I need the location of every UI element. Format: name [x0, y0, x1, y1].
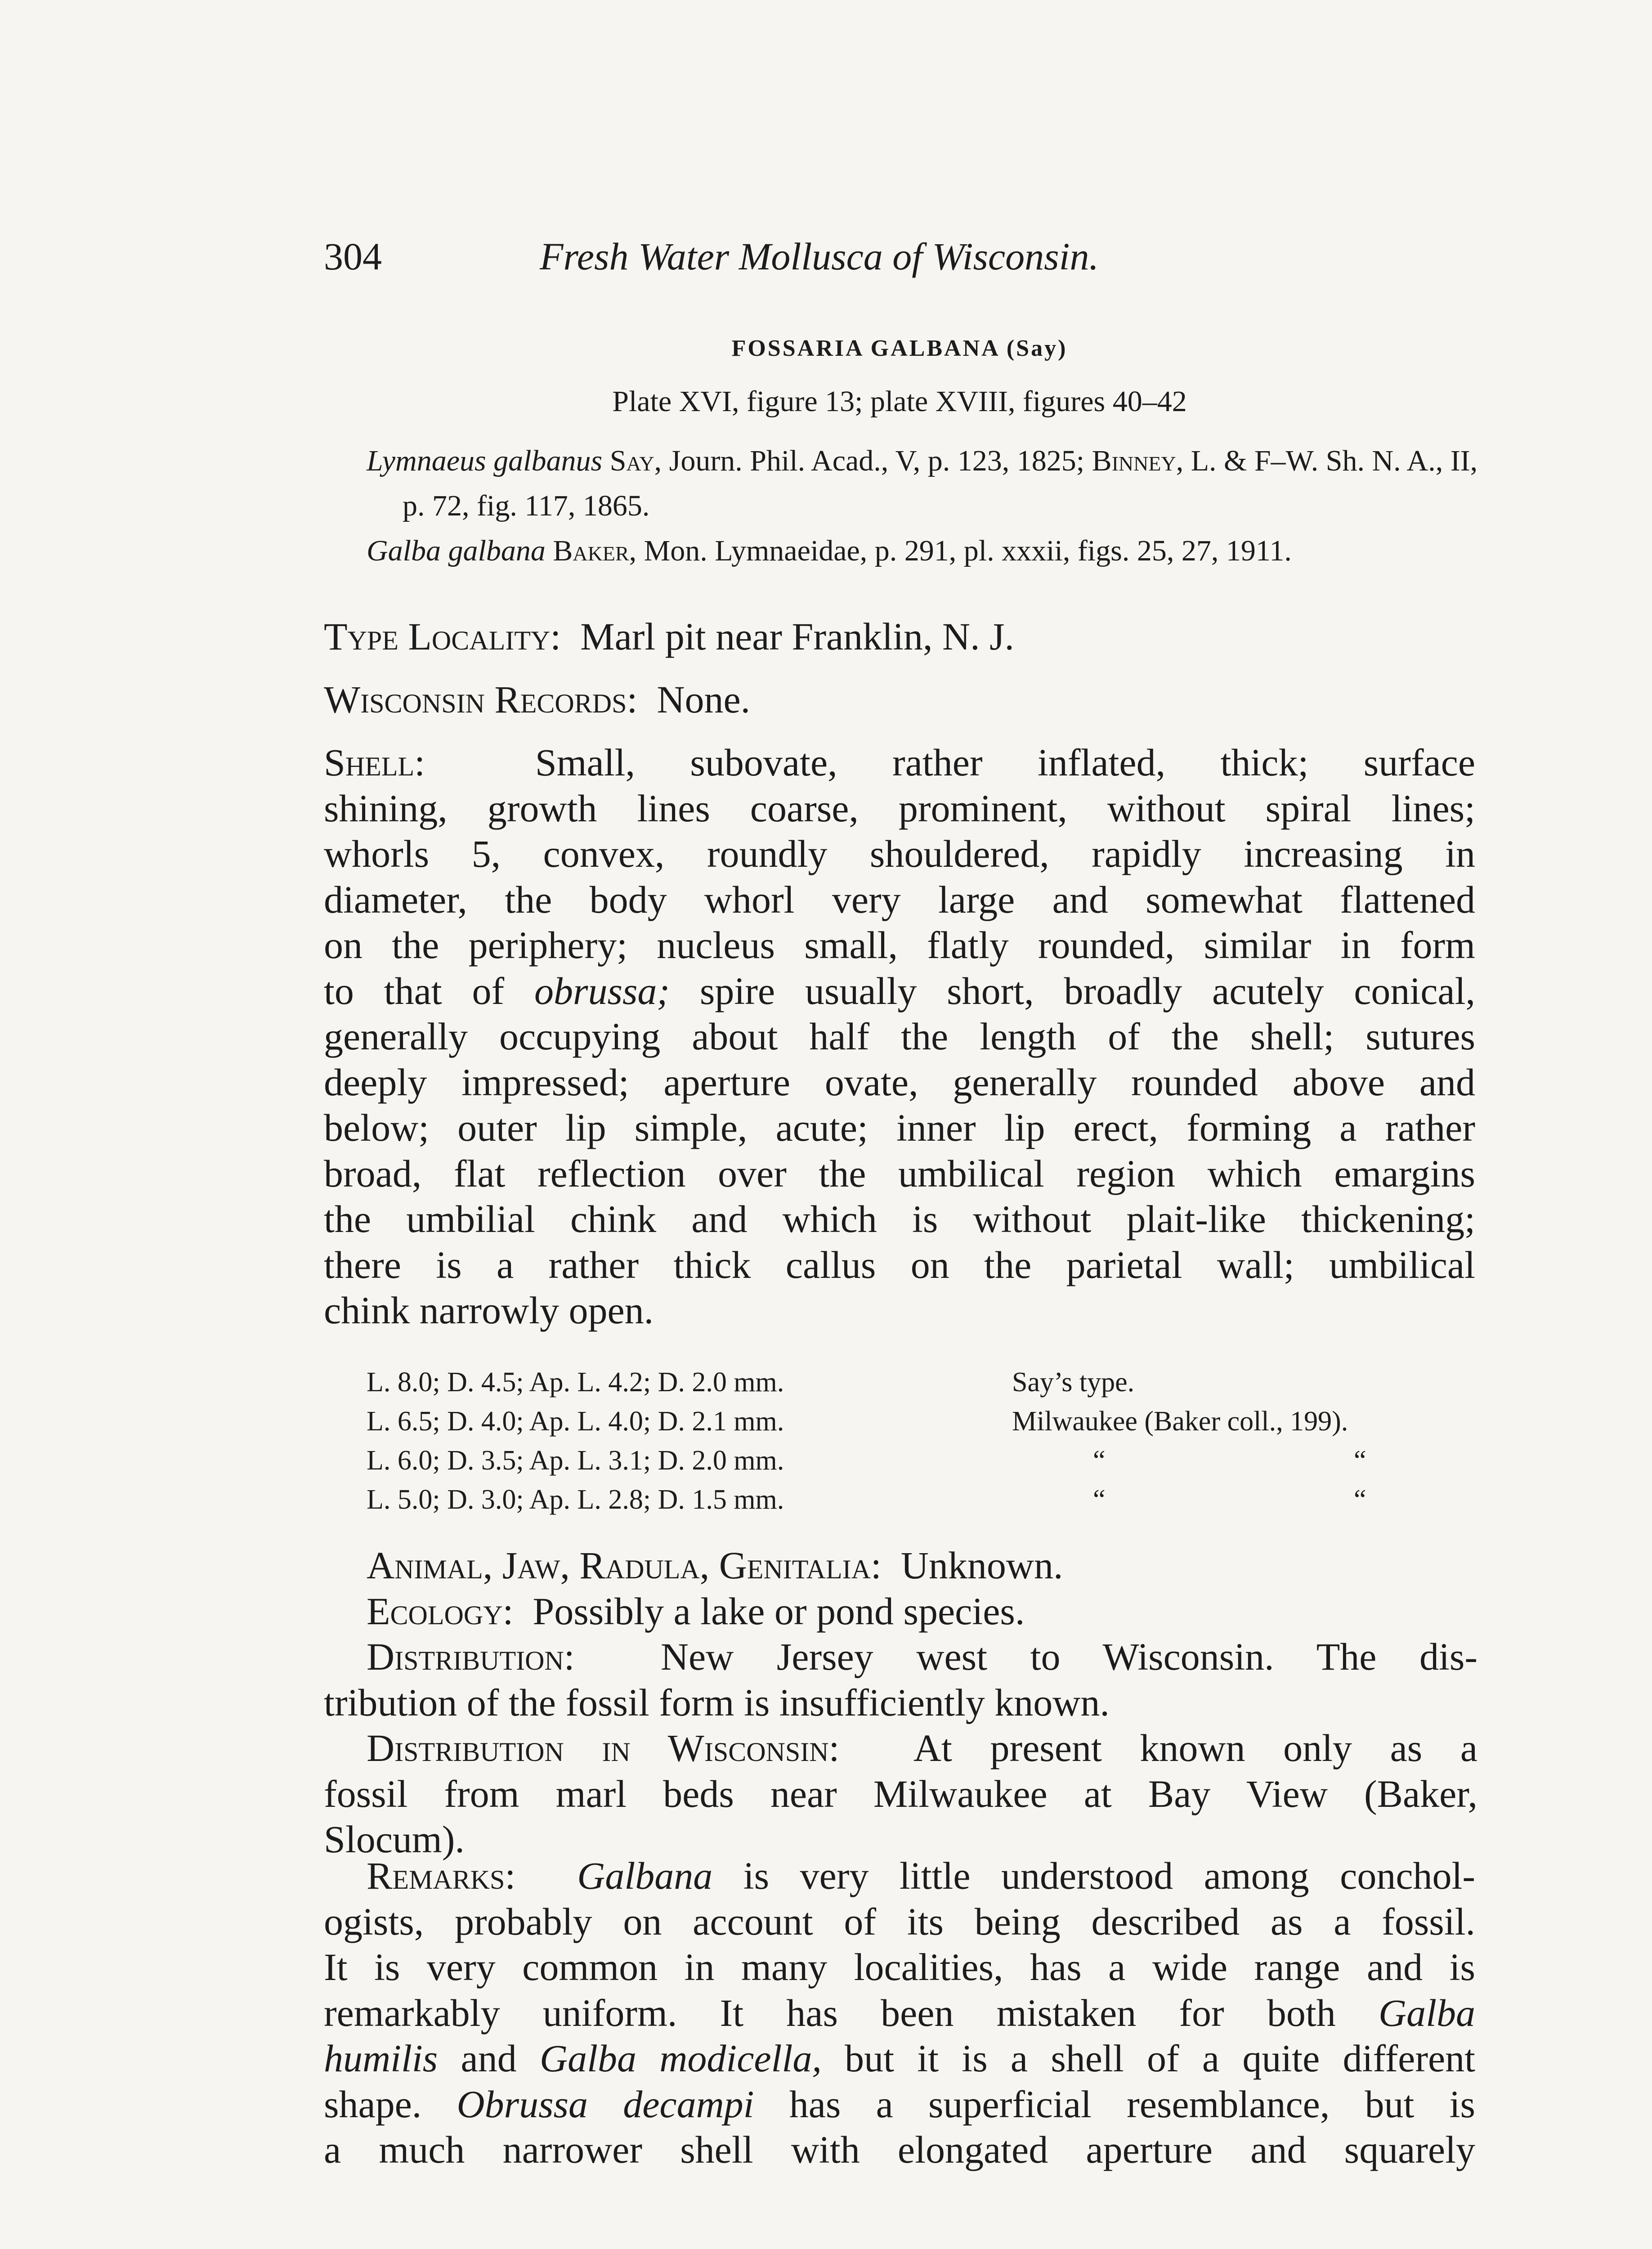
table-row [367, 1480, 1366, 1519]
distribution-line: Distribution: New Jersey west to Wisconsin. The dis- [367, 1635, 1477, 1678]
animal-line: Animal, Jaw, Radula, Genitalia: Unknown. [367, 1544, 1063, 1587]
shell-line: on the periphery; nucleus small, flatly rounded, similar in form [324, 923, 1475, 967]
shell-line: there is a rather thick callus on the parietal wall; umbilical [324, 1243, 1475, 1286]
measurement-locality: “ [1093, 1445, 1106, 1476]
remarks-line: Remarks: Galbana is very little understood among conchol- [367, 1854, 1476, 1897]
synonym-author: Say [609, 444, 654, 477]
measurement-note: “ [1354, 1484, 1366, 1515]
remarks-line: humilis and Galba modicella, but it is a shell of a quite different [324, 2037, 1476, 2080]
shell-line: diameter, the body whorl very large and somewhat flattened [324, 878, 1475, 921]
measurement-locality: Milwaukee (Baker coll., 199). [1012, 1406, 1348, 1437]
shell-line: the umbilial chink and which is without plait-like thickening; [324, 1197, 1475, 1241]
table-row [367, 1363, 1366, 1402]
animal-label: Animal, Jaw, Radula, Genitalia: [367, 1544, 882, 1587]
shell-line: below; outer lip simple, acute; inner lip erect, forming a rather [324, 1106, 1475, 1149]
page-number: 304 [324, 235, 382, 278]
table-row [367, 1402, 1366, 1441]
distribution-line: tribution of the fossil form is insufficiently known. [324, 1680, 1110, 1724]
measurement-note: “ [1354, 1445, 1366, 1476]
wisconsin-records [324, 677, 1475, 722]
measurement-locality: Say’s type. [1012, 1367, 1135, 1398]
table-row [367, 1441, 1366, 1480]
synonym-entry [367, 439, 1482, 529]
distribution-wisconsin-line: Distribution in Wisconsin: At present known only as a [367, 1726, 1478, 1770]
ecology-label: Ecology: [367, 1589, 514, 1633]
remarks-line: ogists, probably on account of its being described as a fossil. [324, 1900, 1475, 1943]
remarks-line: remarkably uniform. It has been mistaken for both Galba [324, 1991, 1475, 2034]
synonym-citation: , L. & F–W. Sh. N. A., II, p. 72, fig. 117, 1865. [403, 444, 1478, 522]
ecology-line: Ecology: Possibly a lake or pond species. [367, 1589, 1025, 1633]
shell-line: deeply impressed; aperture ovate, generally rounded above and [324, 1060, 1475, 1104]
shell-line: generally occupying about half the length of the shell; sutures [324, 1015, 1475, 1058]
measurement-dims: L. 5.0; D. 3.0; Ap. L. 2.8; D. 1.5 mm. [367, 1484, 784, 1515]
synonym-citation: , Journ. Phil. Acad., V, p. 123, 1825; [654, 444, 1092, 477]
shell-line: broad, flat reflection over the umbilical region which emargins [324, 1151, 1475, 1195]
running-title: Fresh Water Mollusca of Wisconsin. [540, 235, 1099, 278]
distribution-wisconsin-label: Distribution in Wisconsin: [367, 1726, 840, 1770]
species-heading [324, 335, 1475, 362]
remarks-line: a much narrower shell with elongated aperture and squarely [324, 2128, 1475, 2171]
running-header [324, 234, 1493, 279]
wisconsin-records-value: None. [657, 678, 751, 721]
synonym-citation: , Mon. Lymnaeidae, p. 291, pl. xxxii, figs. 25, 27, 1911. [629, 534, 1292, 567]
measurement-note [1354, 1363, 1366, 1402]
synonymy-list [367, 439, 1482, 573]
distribution-wisconsin-line: fossil from marl beds near Milwaukee at Bay View (Baker, [324, 1772, 1477, 1815]
anatomy-and-distribution [324, 1543, 1478, 1863]
synonym-name: Lymnaeus galbanus [367, 444, 603, 477]
wisconsin-records-label: Wisconsin Records: [324, 678, 638, 721]
italic-term: obrussa; [534, 969, 670, 1012]
measurements-table [367, 1363, 1366, 1519]
shell-line: to that of obrussa; spire usually short, broadly acutely conical, [324, 969, 1475, 1012]
remarks [324, 1853, 1475, 2173]
species-author: (Say) [1006, 336, 1068, 361]
synonym-author: Baker [553, 534, 629, 567]
measurement-dims: L. 6.0; D. 3.5; Ap. L. 3.1; D. 2.0 mm. [367, 1445, 784, 1476]
synonym-name: Galba galbana [367, 534, 546, 567]
type-locality-value: Marl pit near Franklin, N. J. [580, 615, 1015, 658]
plate-reference: Plate XVI, figure 13; plate XVIII, figures 40–42 [612, 385, 1187, 418]
shell-line: chink narrowly open. [324, 1289, 654, 1332]
distribution-label: Distribution: [367, 1635, 575, 1678]
remarks-line: shape. Obrussa decampi has a superficial resemblance, but is [324, 2082, 1475, 2126]
shell-line: Shell: Small, subovate, rather inflated, thick; surface [324, 741, 1476, 784]
shell-label: Shell: [324, 741, 425, 784]
distribution-wisconsin-line: Slocum). [324, 1818, 465, 1861]
remarks-label: Remarks: [367, 1854, 516, 1897]
species-name: FOSSARIA GALBANA [731, 336, 999, 361]
shell-line: shining, growth lines coarse, prominent, without spiral lines; [324, 786, 1475, 830]
synonym-entry [367, 529, 1482, 573]
measurement-dims: L. 6.5; D. 4.0; Ap. L. 4.0; D. 2.1 mm. [367, 1406, 784, 1437]
remarks-line: It is very common in many localities, has a wide range and is [324, 1945, 1475, 1989]
synonym-author: Binney [1092, 444, 1176, 477]
measurement-locality: “ [1093, 1484, 1106, 1515]
shell-line: whorls 5, convex, roundly shouldered, rapidly increasing in [324, 832, 1475, 875]
type-locality-label: Type Locality: [324, 615, 561, 658]
measurement-dims: L. 8.0; D. 4.5; Ap. L. 4.2; D. 2.0 mm. [367, 1367, 784, 1398]
shell-description [324, 740, 1475, 1334]
type-locality [324, 614, 1475, 659]
